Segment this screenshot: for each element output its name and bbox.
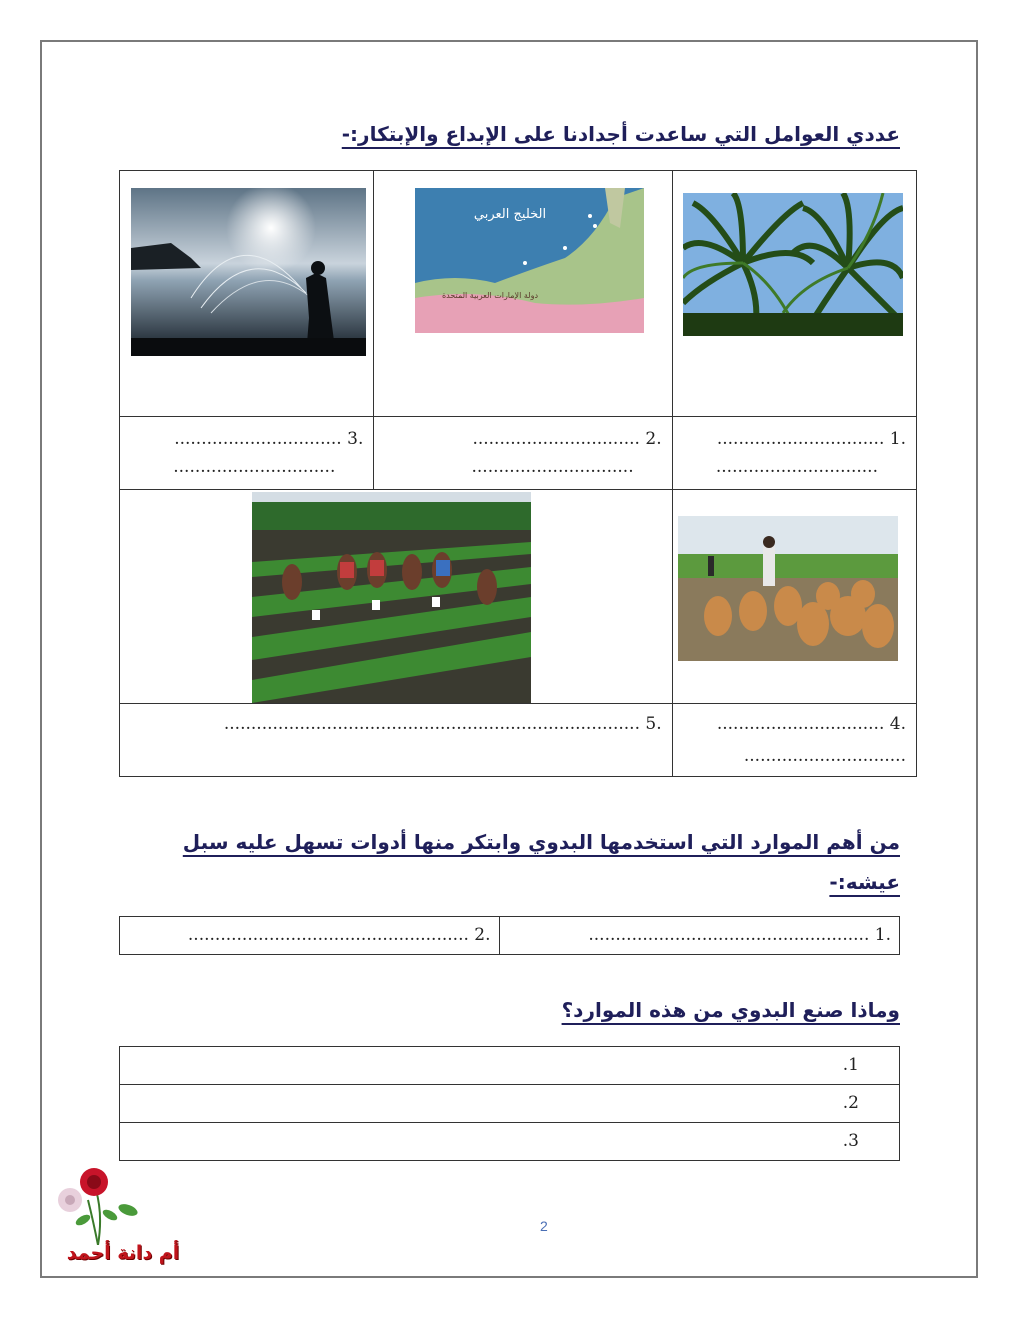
page-number: 2 (540, 1218, 548, 1234)
made-table (119, 1046, 900, 1161)
factor-answer-4[interactable]: ............................... 4. .............................. (672, 704, 916, 777)
made-answer-2[interactable]: .2 (120, 1085, 900, 1123)
factor-answer-5[interactable]: ............................................................................. 5. (120, 704, 673, 777)
resources-table (119, 916, 900, 955)
resource-answer-1[interactable]: .................................................... 1. (499, 917, 899, 955)
resources-heading-line1: من أهم الموارد التي استخدمها البدوي وابتكر منها أدوات تسهل عليه سبل (182, 830, 900, 854)
factor-answer-2[interactable]: ............................... 2. .............................. (374, 417, 672, 490)
palm-cell (672, 171, 916, 417)
map-cell (374, 171, 672, 417)
palm-trees-image (683, 193, 903, 336)
made-answer-1[interactable]: .1 (120, 1047, 900, 1085)
sheep-cell (672, 490, 916, 704)
map-gulf-label: الخليج العربي (474, 207, 547, 222)
rose-logo (48, 1160, 198, 1270)
farm-workers-image (252, 492, 531, 703)
resources-heading-line2: عيشه:- (829, 870, 900, 894)
sheep-herd-image (678, 516, 898, 661)
factors-table (119, 170, 917, 777)
map-country-label: دولة الإمارات العربية المتحدة (442, 291, 539, 300)
rose-icon (48, 1160, 198, 1245)
uae-map-image (415, 188, 644, 333)
logo-text: أم دانة أحمد (66, 1242, 180, 1264)
resource-answer-2[interactable]: .................................................... 2. (120, 917, 500, 955)
factor-answer-1[interactable]: ............................... 1. .............................. (672, 417, 916, 490)
made-answer-3[interactable]: .3 (120, 1123, 900, 1161)
farm-cell (120, 490, 673, 704)
fisherman-cell (120, 171, 374, 417)
made-heading: وماذا صنع البدوي من هذه الموارد؟ (561, 998, 900, 1022)
factors-heading: عددي العوامل التي ساعدت أجدادنا على الإبداع والإبتكار:- (341, 122, 900, 146)
factor-answer-3[interactable]: ............................... 3. .............................. (120, 417, 374, 490)
fisherman-image (131, 188, 366, 356)
